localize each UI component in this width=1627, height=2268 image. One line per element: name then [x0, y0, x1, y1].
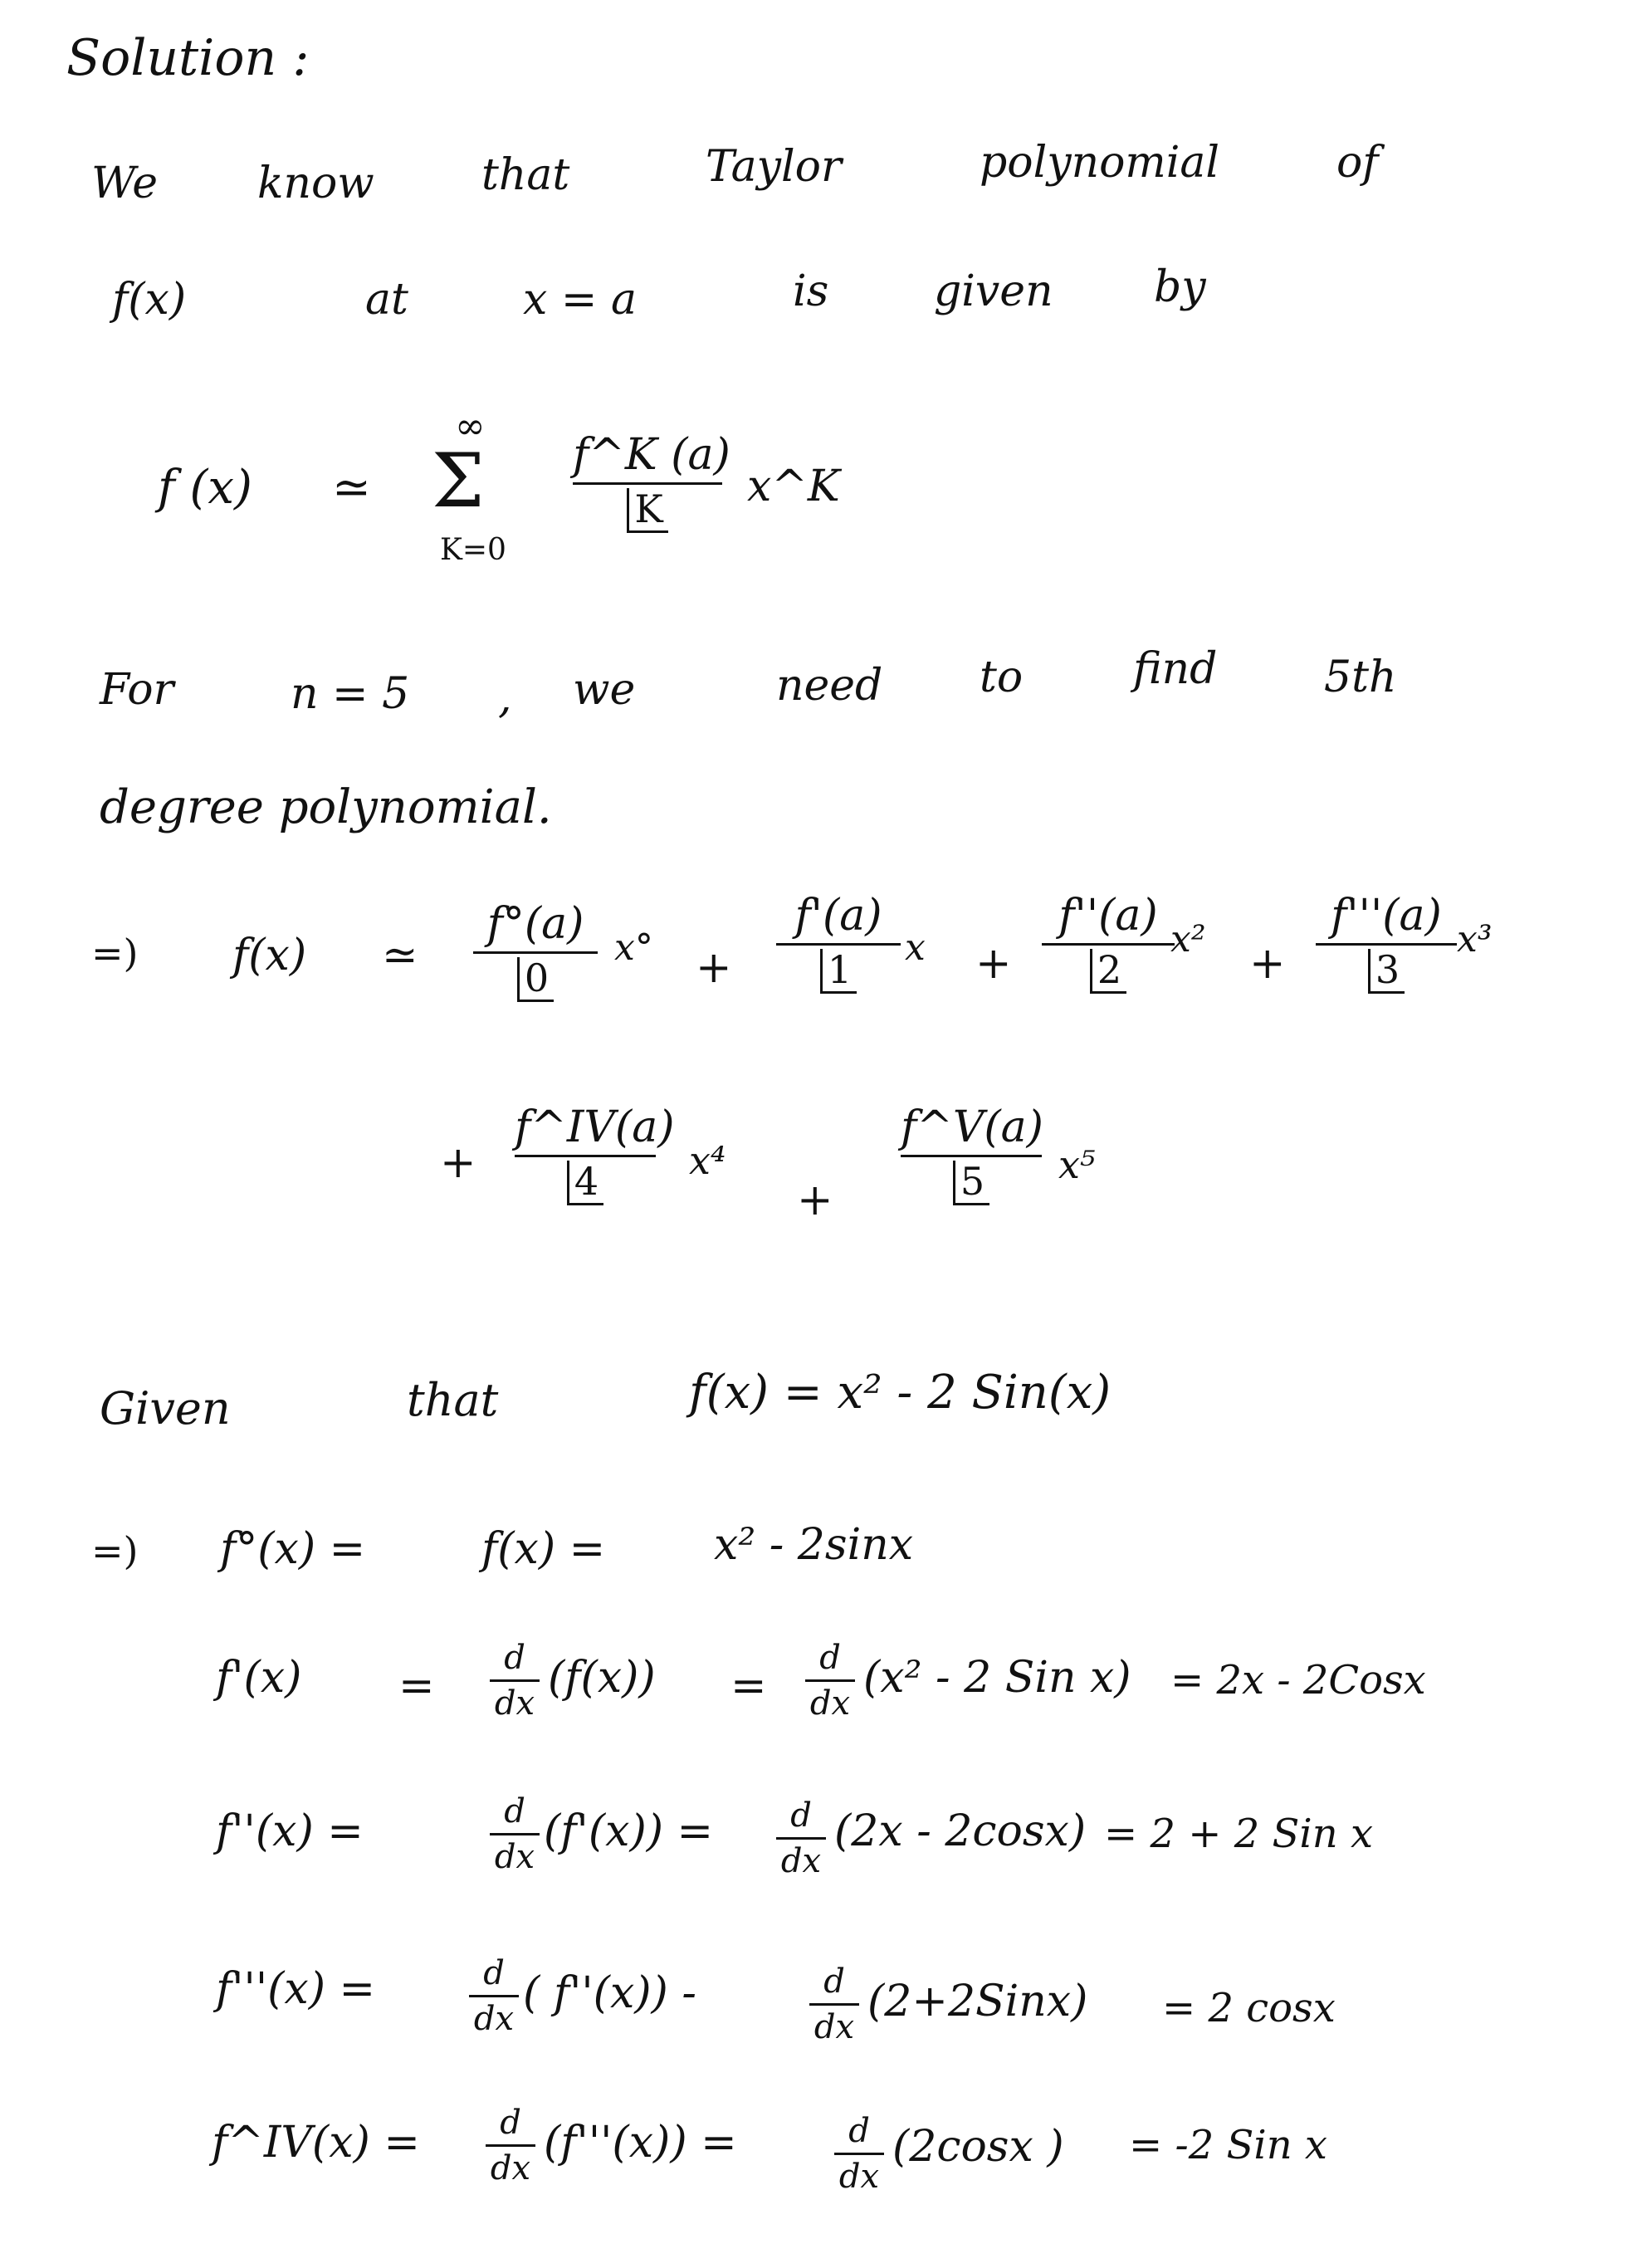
term-2-den: 2: [1090, 949, 1126, 994]
intro-word: f(x): [112, 275, 187, 325]
d-symbol: d: [819, 1639, 841, 1677]
term-5: [901, 1104, 1042, 1205]
deriv-1-arg2: (x² - 2 Sin x): [863, 1653, 1131, 1703]
term-0-pow: x°: [614, 926, 653, 969]
term-4-num: f^IV(a): [515, 1102, 675, 1152]
given-word: that: [407, 1374, 499, 1426]
term-0: [473, 901, 598, 1002]
intro-word: polynomial: [980, 138, 1219, 188]
series-numerator: f^K (a): [573, 430, 730, 480]
para-word: to: [980, 653, 1024, 702]
given-word: Given: [100, 1382, 231, 1435]
plus-sign: +: [975, 939, 1012, 989]
deriv-4-operator: [486, 2104, 535, 2187]
deriv-0-rhs: x² - 2sinx: [714, 1520, 914, 1570]
series-sigma: Σ: [432, 437, 485, 525]
d-symbol: d: [823, 1963, 845, 2001]
fraction-bar: [490, 1679, 540, 1682]
para-word: n = 5: [291, 669, 410, 719]
fraction-bar: [490, 1833, 540, 1835]
deriv-2-result: = 2 + 2 Sin x: [1104, 1811, 1374, 1857]
series-fraction: [573, 430, 730, 533]
fraction-bar: [469, 1995, 519, 1997]
series-term: x^K: [747, 462, 840, 511]
fraction-bar: [834, 2153, 884, 2155]
para-word: we: [573, 665, 636, 715]
d-symbol: d: [790, 1796, 812, 1835]
deriv-3-result: = 2 cosx: [1162, 1985, 1336, 2031]
term-0-den: 0: [517, 957, 554, 1002]
term-3-den: 3: [1368, 949, 1405, 994]
fraction-bar: [573, 482, 722, 485]
term-2: [1042, 892, 1175, 994]
intro-word: of: [1336, 138, 1379, 188]
para-word: 5th: [1324, 653, 1397, 702]
term-1: [776, 892, 901, 994]
deriv-1-eq2: =: [730, 1661, 767, 1711]
deriv-1-operator-2: [805, 1640, 855, 1722]
fraction-bar: [473, 951, 598, 954]
dx-symbol: dx: [814, 2008, 855, 2046]
plus-sign: +: [797, 1176, 833, 1225]
fraction-bar: [805, 1679, 855, 1682]
dx-symbol: dx: [473, 2000, 515, 2038]
deriv-4-operator-2: [834, 2113, 884, 2195]
intro-word: at: [365, 275, 408, 325]
term-4-den: 4: [567, 1161, 603, 1205]
deriv-4-lhs: f^IV(x) =: [212, 2118, 420, 2168]
term-2-pow: x²: [1170, 918, 1206, 960]
deriv-0-mid: f(x) =: [481, 1524, 606, 1574]
series-denominator: K: [627, 488, 667, 533]
deriv-2-lhs: f''(x) =: [216, 1806, 364, 1856]
series-lower-limit: K=0: [440, 533, 506, 567]
d-symbol: d: [500, 2104, 521, 2142]
deriv-1-lhs: f'(x): [216, 1653, 302, 1703]
d-symbol: d: [483, 1954, 505, 1992]
d-symbol: d: [848, 2112, 870, 2150]
deriv-3-arg: ( f''(x)) -: [523, 1968, 696, 2018]
term-0-num: f°(a): [486, 899, 584, 949]
term-4: [515, 1102, 675, 1205]
term-1-num: f'(a): [794, 891, 882, 941]
series-lhs: f (x): [158, 461, 252, 515]
intro-word: by: [1154, 262, 1206, 312]
para-word: need: [776, 661, 883, 711]
deriv-0-lhs: f°(x) =: [220, 1524, 366, 1574]
fraction-bar: [776, 943, 901, 946]
intro-word: is: [793, 266, 829, 316]
term-1-pow: x: [905, 926, 926, 969]
plus-sign: +: [696, 943, 732, 993]
expansion-approx: ≃: [382, 931, 418, 980]
implies-symbol: =): [91, 1528, 139, 1573]
deriv-4-result: = -2 Sin x: [1129, 2122, 1327, 2168]
deriv-1-operator: [490, 1640, 540, 1722]
deriv-3-operator-2: [809, 1963, 859, 2046]
deriv-1-eq: =: [398, 1661, 435, 1711]
deriv-2-arg: (f'(x)) =: [544, 1806, 714, 1856]
deriv-4-arg2: (2cosx ): [892, 2122, 1064, 2172]
dx-symbol: dx: [809, 1684, 851, 1723]
series-approx: ≃: [332, 461, 371, 515]
deriv-2-arg2: (2x - 2cosx): [834, 1806, 1087, 1856]
para-word: find: [1133, 644, 1218, 694]
deriv-3-operator: [469, 1955, 519, 2037]
fraction-bar: [515, 1155, 656, 1157]
deriv-3-arg2: (2+2Sinx): [867, 1977, 1088, 2026]
solution-heading: Solution :: [66, 29, 310, 87]
para-line2: degree polynomial.: [100, 780, 552, 834]
deriv-3-lhs: f'''(x) =: [216, 1964, 376, 2014]
term-5-num: f^V(a): [901, 1102, 1043, 1152]
dx-symbol: dx: [494, 1684, 535, 1723]
deriv-2-operator: [490, 1793, 540, 1875]
plus-sign: +: [1249, 939, 1286, 989]
term-5-pow: x⁵: [1058, 1142, 1096, 1187]
intro-word: Taylor: [706, 142, 842, 192]
intro-word: x = a: [523, 275, 637, 325]
fraction-bar: [776, 1837, 826, 1840]
deriv-4-arg: (f'''(x)) =: [544, 2118, 737, 2168]
fraction-bar: [1316, 943, 1457, 946]
term-2-num: f''(a): [1058, 891, 1158, 941]
term-3-pow: x³: [1457, 918, 1493, 960]
term-3: [1316, 892, 1457, 994]
intro-word: know: [257, 159, 374, 208]
fraction-bar: [901, 1155, 1042, 1157]
term-1-den: 1: [820, 949, 857, 994]
para-word: For: [100, 665, 174, 715]
intro-word: given: [934, 266, 1053, 316]
dx-symbol: dx: [780, 1842, 822, 1880]
dx-symbol: dx: [494, 1838, 535, 1876]
deriv-2-operator-2: [776, 1797, 826, 1879]
deriv-1-arg: (f(x)): [548, 1653, 656, 1703]
fraction-bar: [486, 2144, 535, 2147]
fraction-bar: [1042, 943, 1175, 946]
intro-word: We: [91, 159, 158, 208]
expansion-lhs: f(x): [232, 931, 307, 980]
d-symbol: d: [504, 1639, 525, 1677]
dx-symbol: dx: [838, 2158, 880, 2196]
plus-sign: +: [440, 1138, 476, 1188]
dx-symbol: dx: [490, 2149, 531, 2187]
given-equation: f(x) = x² - 2 Sin(x): [689, 1366, 1112, 1420]
term-5-den: 5: [953, 1161, 989, 1205]
d-symbol: d: [504, 1792, 525, 1831]
fraction-bar: [809, 2003, 859, 2006]
term-4-pow: x⁴: [689, 1138, 726, 1183]
para-word: ,: [498, 673, 512, 723]
term-3-num: f'''(a): [1331, 891, 1442, 941]
intro-word: that: [481, 150, 570, 200]
series-upper-limit: ∞: [455, 405, 486, 447]
implies-symbol: =): [91, 931, 139, 975]
deriv-1-result: = 2x - 2Cosx: [1170, 1657, 1426, 1703]
